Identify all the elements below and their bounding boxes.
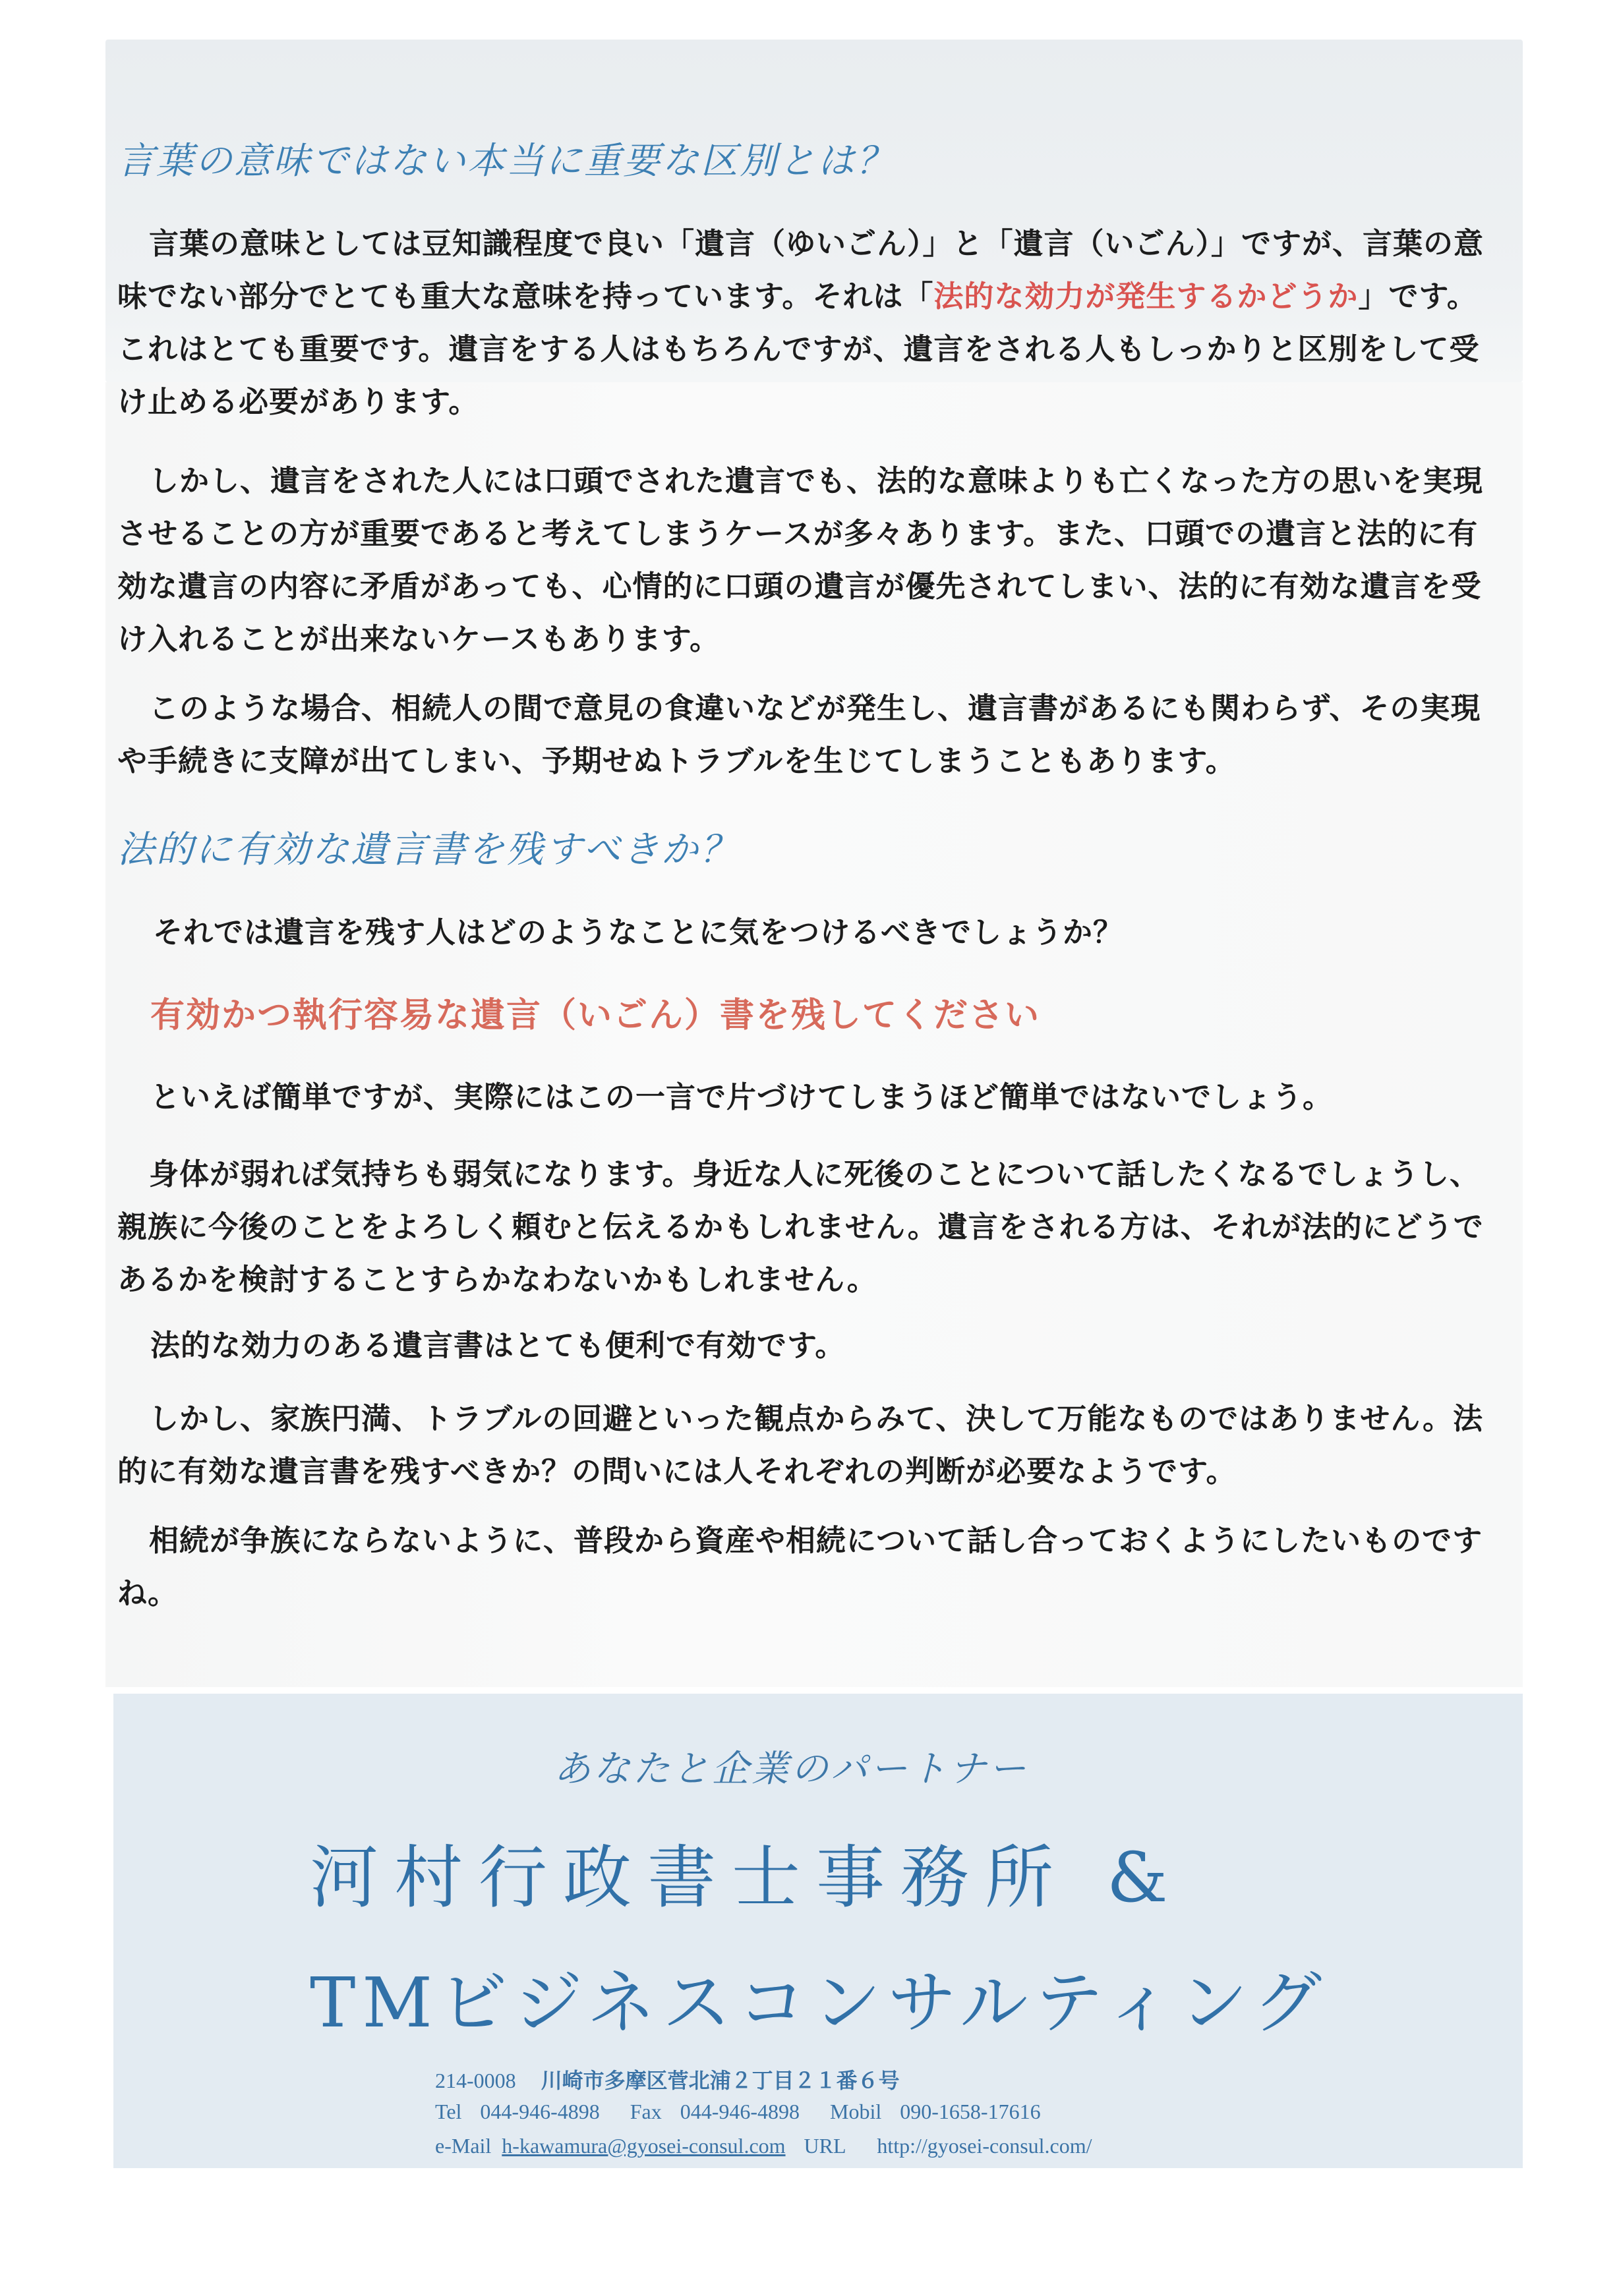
fax-label: Fax — [630, 2100, 662, 2123]
office-name: 河村行政書士事務所 & — [310, 1837, 1184, 1918]
email-link[interactable]: h-kawamura@gyosei-consul.com — [502, 2134, 786, 2158]
section1-paragraph-2: しかし、遺言をされた人には口頭でされた遺言でも、法的な意味よりも亡くなった方の思いを実現させることの方が重要であると考えてしまうケースが多々あります。また、口頭での遺言と法的に有効な遺言の内容に矛盾があっても、心情的に口頭の遺言が優先されてしまい、法的に有効な遺言を受け入れることが出来ないケースもあります。 — [117, 463, 1484, 656]
contact-line — [435, 2134, 1092, 2158]
effective-will-line: 法的な効力のある遺言書はとても便利で有効です。 — [150, 1328, 846, 1363]
mobile-label: Mobil — [830, 2100, 882, 2123]
question-line: それでは遺言を残す人はどのようなことに気をつけるべきでしょうか？ — [153, 915, 1124, 950]
section1-paragraph-1 — [117, 217, 1502, 428]
recommendation-line: 有効かつ執行容易な遺言（いごん）書を残してください — [150, 995, 1041, 1035]
section1-heading: 言葉の意味ではない本当に重要な区別とは？ — [117, 140, 895, 183]
simple-statement-line: といえば簡単ですが、実際にはこの一言で片づけてしまうほど簡単ではないでしょう。 — [150, 1079, 1334, 1114]
section2-paragraph-5: しかし、家族円満、トラブルの回避といった観点からみて、決して万能なものではありません。法的に有効な遺言書を残すべきか？の問いには人それぞれの判断が必要なようです。 — [117, 1401, 1484, 1489]
section2-paragraph-4: 身体が弱れば気持ちも弱気になります。身近な人に死後のことについて話したくなるでしょうし、親族に今後のことをよろしく頼むと伝えるかもしれません。遺言をされる方は、それが法的にどうであるかを検討することすらかなわないかもしれません。 — [117, 1157, 1484, 1297]
consulting-name: TMビジネスコンサルティング — [310, 1963, 1329, 2043]
paragraph1-text-a: 言葉の意味としては豆知識程度で良い「遺言（ゆいごん）」と「遺言（いごん）」ですが、言葉の意味でない部分でとても重大な意味を持っています。それは「 — [117, 226, 1485, 314]
address: 川崎市多摩区菅北浦２丁目２１番６号 — [541, 2069, 900, 2092]
section1-paragraph-3: このような場合、相続人の間で意見の食違いなどが発生し、遺言書があるにも関わらず、その実現や手続きに支障が出てしまい、予期せぬトラブルを生じてしまうこともあります。 — [117, 691, 1481, 778]
tel-label: Tel — [435, 2100, 462, 2123]
section2-paragraph-6: 相続が争族にならないように、普段から資産や相続について話し合っておくようにしたいものですね。 — [117, 1523, 1483, 1611]
fax-value: 044-946-4898 — [680, 2100, 800, 2123]
mobile-value: 090-1658-17616 — [900, 2100, 1041, 2123]
postal-code: 214-0008 — [435, 2069, 516, 2092]
paragraph1-text-b: 」です。これはとても重要です。遺言をする人はもちろんですが、遺言をされる人もしっかりと区別をして受け止める必要があります。 — [117, 279, 1480, 419]
email-label: e-Mail — [435, 2134, 492, 2158]
section2-heading: 法的に有効な遺言書を残すべきか？ — [117, 828, 739, 871]
url-link[interactable]: http://gyosei-consul.com/ — [877, 2134, 1092, 2158]
url-label: URL — [804, 2134, 846, 2158]
footer-tagline: あなたと企業のパートナー — [554, 1748, 1028, 1791]
tel-value: 044-946-4898 — [480, 2100, 600, 2123]
address-line — [435, 2064, 900, 2094]
legal-effect-highlight: 法的な効力が発生するかどうか — [933, 279, 1359, 314]
phone-line — [435, 2100, 1041, 2124]
